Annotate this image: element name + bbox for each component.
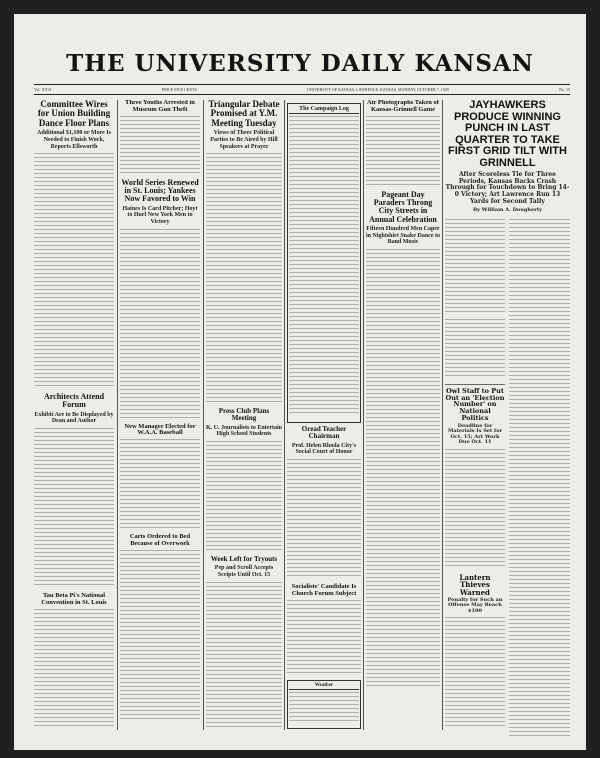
article-text <box>445 617 505 727</box>
article-text <box>287 459 361 579</box>
article-text <box>366 249 440 689</box>
subhead-press-club: K. U. Journalists to Entertain High School Students <box>206 424 282 438</box>
article-text <box>206 582 282 731</box>
price: PRICE FIVE CENTS <box>161 87 197 92</box>
weather-box <box>287 680 361 729</box>
headline-carts-overwork: Carts Ordered to Bed Because of Overwork <box>129 533 191 548</box>
article-text <box>289 692 359 722</box>
issue-number: No. 15 <box>559 87 570 92</box>
article-text <box>287 600 361 675</box>
column-rule <box>442 100 443 730</box>
column-rule <box>203 100 204 730</box>
headline-owl-staff: Owl Staff to Put Out an 'Election Number' on National Politics <box>445 386 505 422</box>
article-text <box>289 116 359 416</box>
headline-museum-gun-theft: Three Youths Arrested in Museum Gun Theft <box>125 100 195 113</box>
headline-socialists-candidate: Socialists' Candidate Is Church Forum Subject <box>291 582 357 597</box>
weather-title: Weather <box>289 682 359 690</box>
subhead-tryouts: Pep and Scroll Accepts Scripts Until Oct. 15 <box>214 565 274 578</box>
subhead-jayhawkers-win: After Scoreless Tie for Three Periods, Kansas Backs Crash Through for Touchdown to Bring 14-0 Victory; Art Lawrence Run 13 Yards for Second Tally <box>445 171 570 205</box>
column-2 <box>120 100 200 730</box>
article-text <box>366 116 440 186</box>
headline-jayhawkers-win: JAYHAWKERS PRODUCE WINNING PUNCH IN LAST QUARTER TO TAKE FIRST GRID TILT WITH GRINNELL <box>448 99 567 169</box>
headline-union-building: Committee Wires for Union Building Dance Floor Plans <box>37 100 111 128</box>
volume: Vol. XXVI <box>34 87 52 92</box>
football-story-columns <box>445 217 570 744</box>
headline-air-photographs: Air Photographs Taken of Kansas-Grinnell Game <box>367 100 439 113</box>
article-text <box>445 219 505 314</box>
article-text <box>34 428 114 588</box>
subhead-triangular-debate: Views of Three Political Parties to Be Aired by Hill Speakers at Prayer <box>210 130 278 150</box>
column-3 <box>206 100 282 730</box>
subhead-world-series: Haines Is Card Pitcher; Hoyt to Hurl New York Men to Victory <box>122 205 198 225</box>
newspaper-page <box>14 14 586 750</box>
campaign-log-title: The Campaign Log <box>289 105 359 114</box>
article-text <box>120 439 200 529</box>
headline-tau-beta-pi: Tau Beta Pi's National Convention in St. Louis <box>41 592 107 606</box>
column-6 <box>445 100 570 744</box>
article-text <box>34 153 114 388</box>
headline-pageant-day: Pageant Day Paraders Throng City Streets in Annual Celebration <box>369 189 437 224</box>
column-1 <box>34 100 114 730</box>
subhead-architects-forum: Exhibit Are to Be Displayed by Dean and Author <box>34 411 114 425</box>
lineup-table <box>445 319 505 379</box>
column-rule <box>117 100 118 730</box>
headline-lantern-thieves: Lantern Thieves Warned <box>459 572 491 597</box>
subhead-union-building: Additional $1,100 or More Is Needed to Finish Work, Reports Ellsworth <box>37 130 111 150</box>
subhead-lantern-thieves: Penalty for Such an Offense May Reach $100 <box>447 596 503 614</box>
column-rule <box>363 100 364 730</box>
headline-world-series: World Series Renewed in St. Louis; Yankees Now Favored to Win <box>121 177 199 204</box>
subhead-pageant-day: Fifteen Hundred Men Caper in Nightshirt Snake Dance to Band Music <box>366 226 440 246</box>
campaign-log-box <box>287 103 361 423</box>
article-text <box>509 219 570 739</box>
place-date: UNIVERSITY OF KANSAS, LAWRENCE, KANSAS, MONDAY, OCTOBER 7, 1929 <box>307 87 449 92</box>
headline-tryouts: Week Left for Tryouts <box>210 554 278 563</box>
headline-triangular-debate: Triangular Debate Promised at Y.M. Meeting Tuesday <box>208 100 280 128</box>
headline-oread-teacher: Oread Teacher Chairman <box>301 425 347 441</box>
column-4 <box>287 100 361 730</box>
article-text <box>34 609 114 729</box>
article-text <box>120 116 200 174</box>
subhead-owl-staff: Deadline for Materials Is Set for Oct. 15; Art Work Due Oct. 11 <box>447 422 503 446</box>
masthead: THE UNIVERSITY DAILY KANSAN <box>66 50 534 77</box>
article-text <box>445 449 505 569</box>
column-rule <box>284 100 285 730</box>
issue-info-bar <box>34 84 570 95</box>
subhead-oread-teacher: Prof. Helen Rhoda City's Social Court of Honor <box>291 442 357 456</box>
article-text <box>206 153 282 403</box>
headline-architects-forum: Architects Attend Forum <box>43 392 105 410</box>
headline-press-club: Press Club Plans Meeting <box>218 407 270 423</box>
headline-waa-baseball: New Manager Elected for W.A.A. Baseball <box>124 422 196 437</box>
article-text <box>206 441 282 551</box>
article-text <box>120 229 200 419</box>
byline: By William A. Dougherty <box>472 207 543 214</box>
article-text <box>120 550 200 720</box>
column-5 <box>366 100 440 730</box>
